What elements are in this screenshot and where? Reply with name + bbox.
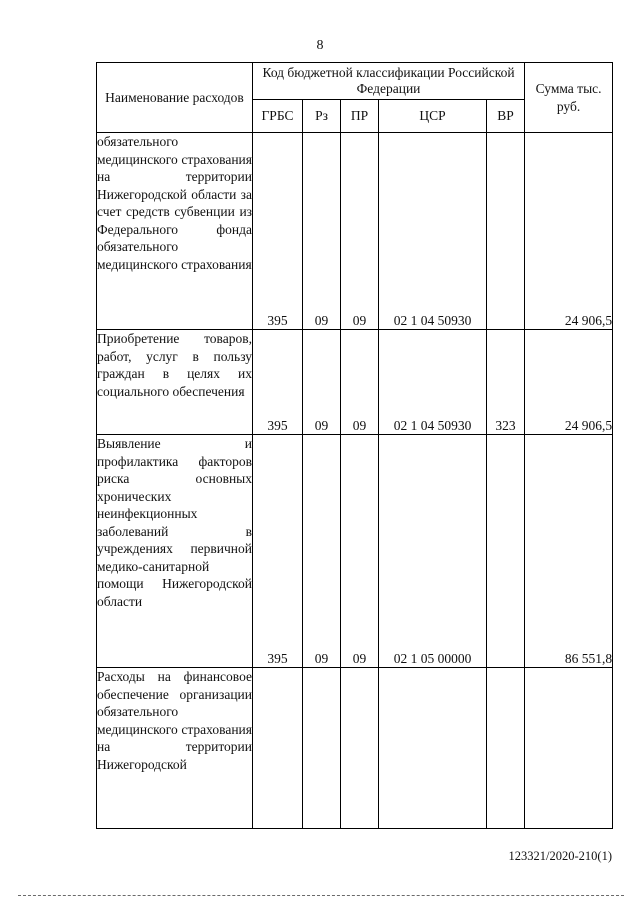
column-header-pr: ПР: [341, 100, 379, 133]
row-grbs: 395: [253, 330, 303, 435]
row-rz: [303, 668, 341, 829]
row-rz: 09: [303, 133, 341, 330]
row-name: обязательного медицинского страхования на территории Нижегородской области за счет средств субвенции из Федерального фонда обязательного медицинского страхования: [97, 133, 253, 330]
row-csr: 02 1 04 50930: [379, 330, 487, 435]
page-number: 8: [316, 38, 324, 53]
header-row-1: [97, 63, 613, 100]
row-grbs: [253, 668, 303, 829]
column-header-rz: Рз: [303, 100, 341, 133]
row-vr: [487, 435, 525, 668]
column-header-sum: Сумма тыс. руб.: [525, 63, 613, 133]
row-csr: [379, 668, 487, 829]
document-code: 123321/2020-210(1): [508, 849, 612, 863]
table-row: [97, 133, 613, 330]
row-sum: [525, 668, 613, 829]
row-name: Выявление и профилактика факторов риска основных хронических неинфекционных заболеваний в учреждениях первичной медико-санитарной помощи Нижегородской области: [97, 435, 253, 668]
row-sum: 24 906,5: [525, 330, 613, 435]
table-row: [97, 435, 613, 668]
column-header-grbs: ГРБС: [253, 100, 303, 133]
row-pr: 09: [341, 133, 379, 330]
column-header-vr: ВР: [487, 100, 525, 133]
row-vr: [487, 668, 525, 829]
bottom-divider: [18, 895, 624, 896]
table-row: [97, 330, 613, 435]
row-sum: 24 906,5: [525, 133, 613, 330]
row-rz: 09: [303, 435, 341, 668]
row-grbs: 395: [253, 435, 303, 668]
row-csr: 02 1 04 50930: [379, 133, 487, 330]
row-pr: 09: [341, 330, 379, 435]
column-header-csr: ЦСР: [379, 100, 487, 133]
row-name: Приобретение товаров, работ, услуг в пользу граждан в целях их социального обеспечения: [97, 330, 253, 435]
row-csr: 02 1 05 00000: [379, 435, 487, 668]
column-header-name: Наименование расходов: [97, 63, 253, 133]
row-pr: 09: [341, 435, 379, 668]
row-vr: [487, 133, 525, 330]
row-name: Расходы на финансовое обеспечение организации обязательного медицинского страхования на территории Нижегородской: [97, 668, 253, 829]
row-sum: 86 551,8: [525, 435, 613, 668]
row-vr: 323: [487, 330, 525, 435]
row-pr: [341, 668, 379, 829]
table-row: [97, 668, 613, 829]
row-grbs: 395: [253, 133, 303, 330]
budget-table: [96, 62, 613, 829]
row-rz: 09: [303, 330, 341, 435]
column-header-code-group: Код бюджетной классификации Российской Федерации: [253, 63, 525, 100]
